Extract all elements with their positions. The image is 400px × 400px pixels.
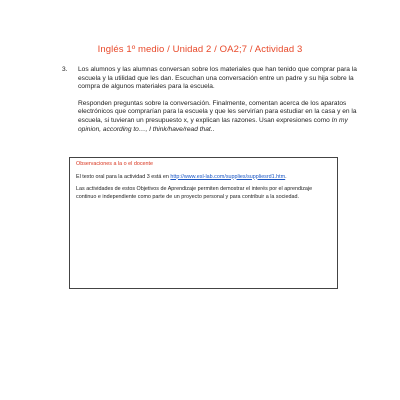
observations-text-suffix: . <box>285 173 287 180</box>
teacher-observations-box <box>69 157 338 289</box>
activity-number: 3. <box>62 66 68 73</box>
observations-text-line <box>76 174 331 182</box>
observations-title: Observaciones a la o el docente <box>76 161 154 167</box>
activity-paragraph-1: Los alumnos y las alumnas conversan sobre los materiales que han tenido que comprar para la escuela y la utilidad que les dan. Escuchan una conversación entre un padre y su hija sobre la compra de algunos materiales para la escuela. <box>78 66 357 91</box>
observations-paragraph: Las actividades de estos Objetivos de Aprendizaje permiten demostrar el interés por el aprendizaje continuo e independiente como parte de un proyecto personal y para contribuir a la sociedad. <box>76 186 313 200</box>
page-title: Inglés 1º medio / Unidad 2 / OA2;7 / Actividad 3 <box>97 44 303 55</box>
observations-link[interactable]: http://www.esl-lab.com/supplies/suppliesrd1.htm <box>170 173 286 180</box>
activity-paragraph-2-text: Responden preguntas sobre la conversación. Finalmente, comentan acerca de los aparatos electrónicos que comprarían para la escuela y que les servirían para estudiar en la casa y en la escuela, si tuvieran un presupuesto x, y explican las razones. Usan expresiones como <box>78 99 357 124</box>
activity-paragraph-2 <box>78 100 362 134</box>
activity-item <box>62 66 362 134</box>
activity-paragraph-2-end: .. <box>210 125 215 133</box>
activity-expressions: In my opinion, according to…, I think/have/read that <box>78 116 348 133</box>
observations-text-prefix: El texto oral para la actividad 3 está en <box>76 173 171 180</box>
